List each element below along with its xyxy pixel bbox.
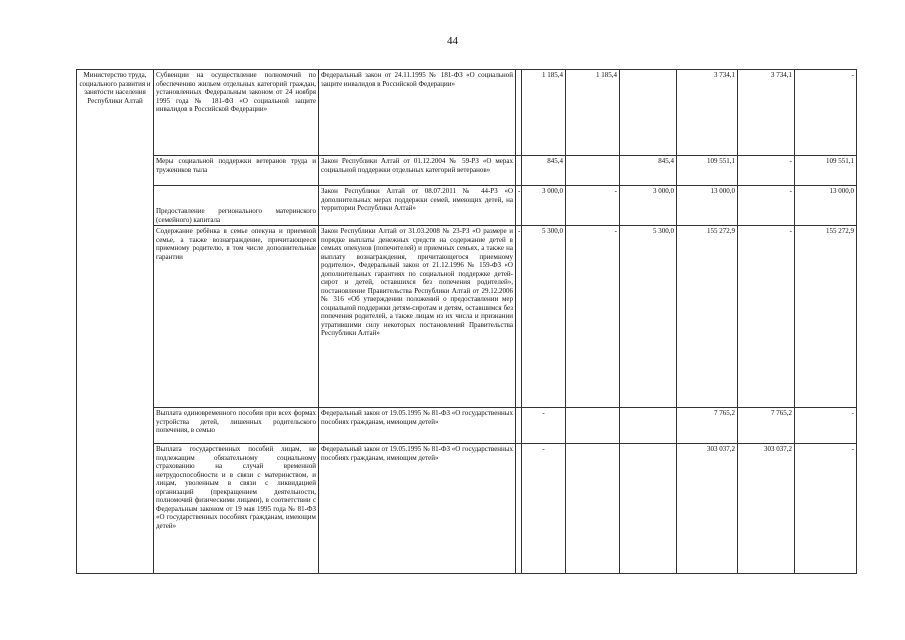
amount-cell: [566, 444, 620, 574]
measure-cell: Предоставление регионального материнского (семейного) капитала: [154, 186, 319, 226]
amount-cell: [566, 156, 620, 186]
narrow-cell: -: [516, 186, 522, 226]
measure-cell: Выплата единовременного пособия при всех формах устройства детей, лишенных родительского попечения, в семью: [154, 408, 319, 444]
amount-cell: 13 000,0: [677, 186, 738, 226]
table-row: [77, 186, 857, 226]
table-row: [77, 156, 857, 186]
measure-cell: Меры социальной поддержки ветеранов труда и тружеников тыла: [154, 156, 319, 186]
amount-cell: 3 734,1: [677, 70, 738, 156]
amount-cell: 155 272,9: [795, 226, 857, 408]
amount-cell: 7 765,2: [738, 408, 795, 444]
law-cell: Закон Республики Алтай от 31.03.2008 № 23-РЗ «О размере и порядке выплаты денежных средств на содержание детей в семьях опекунов (попечителей) и приемных семьях, а также на выплату вознаграждения, причитающегося приемному родителю», Федеральный закон от 21.12.1996 № 159-ФЗ «О дополнительных гарантиях по социальной поддержке детей-сирот и детей, оставшихся без попечения родителей», постановление Правительства Республики Алтай от 29.12.2006 № 316 «Об утверждении положений о предоставлении мер социальной поддержки детям-сиротам и детям, оставшимся без попечения родителей, а также лицам из их числа и признании утратившими силу некоторых постановлений Правительства Республики Алтай»: [319, 226, 516, 408]
amount-cell: 1 185,4: [522, 70, 566, 156]
narrow-cell: -: [516, 226, 522, 408]
amount-cell: -: [522, 408, 566, 444]
amount-cell: 303 037,2: [677, 444, 738, 574]
table-row: [77, 226, 857, 408]
amount-cell: [566, 408, 620, 444]
amount-cell: 7 765,2: [677, 408, 738, 444]
amount-cell: 845,4: [522, 156, 566, 186]
amount-cell: -: [738, 186, 795, 226]
amount-cell: 5 300,0: [522, 226, 566, 408]
amount-cell: 13 000,0: [795, 186, 857, 226]
law-cell: Федеральный закон от 19.05.1995 № 81-ФЗ «О государственных пособиях гражданам, имеющим детей»: [319, 444, 516, 574]
amount-cell: 3 734,1: [738, 70, 795, 156]
law-cell: Закон Республики Алтай от 08.07.2011 № 44-РЗ «О дополнительных мерах поддержки семей, имеющих детей, на территории Республики Алтай»: [319, 186, 516, 226]
amount-cell: 845,4: [620, 156, 677, 186]
amount-cell: -: [795, 444, 857, 574]
measure-cell: Субвенции на осуществление полномочий по обеспечению жильем отдельных категорий граждан, установленных Федеральным законом от 24 ноября 1995 года № 181-ФЗ «О социальной защите инвалидов в Российской Федерации»: [154, 70, 319, 156]
law-cell: Федеральный закон от 24.11.1995 № 181-ФЗ «О социальной защите инвалидов в Российской Федерации»: [319, 70, 516, 156]
amount-cell: -: [566, 186, 620, 226]
amount-cell: -: [522, 444, 566, 574]
law-cell: Закон Республики Алтай от 01.12.2004 № 59-РЗ «О мерах социальной поддержки отдельных категорий ветеранов»: [319, 156, 516, 186]
amount-cell: [620, 70, 677, 156]
budget-table: [76, 69, 857, 574]
measure-cell: Выплата государственных пособий лицам, не подлежащим обязательному социальному страхованию на случай временной нетрудоспособности и в связи с материнством, и лицам, уволенным в связи с ликвидацией организаций (прекращением деятельности, полномочий физическими лицами), в соответствии с Федеральным законом от 19 мая 1995 года № 81-ФЗ «О государственных пособиях гражданам, имеющим детей»: [154, 444, 319, 574]
amount-cell: 1 185,4: [566, 70, 620, 156]
amount-cell: -: [566, 226, 620, 408]
amount-cell: [620, 444, 677, 574]
page-number: 44: [447, 35, 458, 47]
amount-cell: -: [795, 70, 857, 156]
table-row: [77, 408, 857, 444]
law-cell: Федеральный закон от 19.05.1995 № 81-ФЗ «О государственных пособиях гражданам, имеющим детей»: [319, 408, 516, 444]
organization-cell: Министерство труда, социального развития и занятости населения Республики Алтай: [77, 70, 154, 574]
amount-cell: -: [738, 156, 795, 186]
amount-cell: 303 037,2: [738, 444, 795, 574]
amount-cell: 5 300,0: [620, 226, 677, 408]
amount-cell: 109 551,1: [795, 156, 857, 186]
table-row: [77, 70, 857, 156]
amount-cell: 3 000,0: [620, 186, 677, 226]
table-row: [77, 444, 857, 574]
amount-cell: -: [795, 408, 857, 444]
amount-cell: 155 272,9: [677, 226, 738, 408]
measure-cell: Содержание ребёнка в семье опекуна и приемной семье, а также вознаграждение, причитающееся приемному родителю, в том числе дополнительные гарантии: [154, 226, 319, 408]
amount-cell: [620, 408, 677, 444]
amount-cell: -: [738, 226, 795, 408]
amount-cell: 3 000,0: [522, 186, 566, 226]
amount-cell: 109 551,1: [677, 156, 738, 186]
